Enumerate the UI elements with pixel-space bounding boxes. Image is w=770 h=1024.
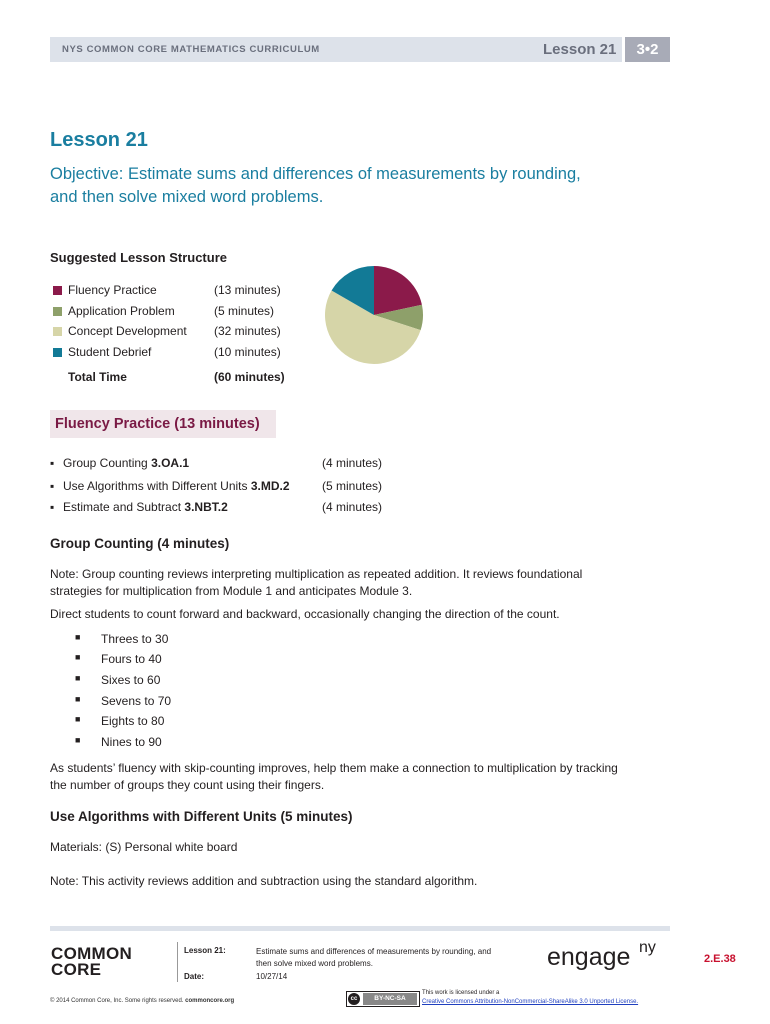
legend-minutes: (10 minutes)	[214, 345, 281, 359]
para-line: the number of groups they count using their fingers.	[50, 778, 325, 792]
legend-minutes: (5 minutes)	[214, 304, 275, 318]
cc-badge-text: BY-NC-SA	[363, 993, 417, 1005]
bullet: ▪	[50, 500, 55, 514]
objective-line-2: and then solve mixed word problems.	[50, 188, 324, 206]
total-time-value: (60 minutes)	[214, 370, 285, 384]
curriculum-label: NYS COMMON CORE MATHEMATICS CURRICULUM	[62, 44, 320, 55]
algorithms-note: Note: This activity reviews addition and subtraction using the standard algorithm.	[50, 874, 478, 888]
footer-lesson-label: Lesson 21:	[184, 946, 226, 955]
fluency-item-text: Group Counting	[63, 456, 152, 470]
footer-date-label: Date:	[184, 972, 205, 981]
count-text: Nines to 90	[101, 735, 162, 749]
license-link[interactable]: Creative Commons Attribution-NonCommercial-ShareAlike 3.0 Unported License.	[422, 999, 639, 1005]
legend-swatch	[53, 307, 62, 316]
fluency-item-standard: 3.OA.1	[151, 456, 190, 470]
fluency-heading: Fluency Practice (13 minutes)	[55, 416, 260, 432]
footer-lesson-description	[256, 946, 536, 970]
creative-commons-badge	[346, 991, 420, 1007]
bullet: ■	[75, 694, 81, 704]
algorithms-heading: Use Algorithms with Different Units (5 minutes)	[50, 809, 353, 824]
count-text: Sevens to 70	[101, 694, 172, 708]
para-line: As students’ fluency with skip-counting improves, help them make a connection to multiplication by tracking	[50, 761, 618, 775]
bullet: ■	[75, 735, 81, 745]
footer-rule	[50, 926, 670, 931]
license-text: This work is licensed under a	[422, 990, 500, 996]
legend-label: Student Debrief	[68, 345, 152, 359]
cc-icon: cc	[348, 993, 360, 1005]
bullet: ▪	[50, 479, 55, 493]
count-text: Eights to 80	[101, 714, 165, 728]
bullet: ■	[75, 632, 81, 642]
fluency-item-text: Use Algorithms with Different Units	[63, 479, 251, 493]
objective	[50, 163, 690, 209]
common-core-logo: COMMON	[51, 944, 133, 963]
fluency-item-minutes: (5 minutes)	[322, 479, 383, 493]
legend-minutes: (32 minutes)	[214, 324, 281, 338]
count-text: Fours to 40	[101, 652, 162, 666]
legend-minutes: (13 minutes)	[214, 283, 281, 297]
legend-swatch	[53, 286, 62, 295]
materials-text: Materials: (S) Personal white board	[50, 840, 238, 854]
legend-label: Fluency Practice	[68, 283, 157, 297]
header-lesson: Lesson 21	[543, 41, 617, 58]
fluency-item-text: Estimate and Subtract	[63, 500, 185, 514]
total-time-label: Total Time	[68, 370, 127, 384]
bullet: ■	[75, 652, 81, 662]
legend-label: Concept Development	[68, 324, 187, 338]
bullet: ▪	[50, 456, 55, 470]
note-line: strategies for multiplication from Module 1 and anticipates Module 3.	[50, 584, 413, 598]
bullet: ■	[75, 714, 81, 724]
note-line: Note: Group counting reviews interpreting multiplication as repeated addition. It reviews foundational	[50, 567, 583, 581]
group-counting-heading: Group Counting (4 minutes)	[50, 536, 230, 551]
footer-desc-line: Estimate sums and differences of measurements by rounding, and	[256, 947, 492, 956]
common-core-logo-line2: CORE	[51, 960, 102, 979]
legend-label: Application Problem	[68, 304, 175, 318]
fluency-item-minutes: (4 minutes)	[322, 500, 383, 514]
footer-divider	[177, 942, 178, 982]
objective-line-1: Objective: Estimate sums and differences of measurements by rounding,	[50, 165, 581, 183]
lesson-structure-pie-chart	[324, 264, 424, 366]
legend-swatch	[53, 348, 62, 357]
group-counting-direction: Direct students to count forward and backward, occasionally changing the direction of the count.	[50, 607, 560, 621]
group-counting-after	[50, 760, 680, 794]
legend-swatch	[53, 327, 62, 336]
copyright-site: commoncore.org	[185, 998, 235, 1004]
engageny-logo-ny: ny	[639, 939, 656, 956]
footer-desc-line: then solve mixed word problems.	[256, 959, 373, 968]
fluency-item-standard: 3.MD.2	[250, 479, 290, 493]
bullet: ■	[75, 673, 81, 683]
structure-title: Suggested Lesson Structure	[50, 250, 227, 265]
page-title: Lesson 21	[50, 129, 148, 151]
group-counting-note	[50, 566, 680, 600]
count-text: Sixes to 60	[101, 673, 161, 687]
fluency-item-minutes: (4 minutes)	[322, 456, 383, 470]
fluency-item-standard: 3.NBT.2	[184, 500, 228, 514]
count-text: Threes to 30	[101, 632, 169, 646]
header-module-badge: 3•2	[625, 37, 670, 62]
copyright-notice	[50, 998, 234, 1004]
page-code: 2.E.38	[704, 953, 736, 965]
engageny-logo: engage	[547, 943, 631, 971]
footer-date: 10/27/14	[256, 972, 288, 981]
copyright-text: © 2014 Common Core, Inc. Some rights reserved.	[50, 998, 186, 1004]
